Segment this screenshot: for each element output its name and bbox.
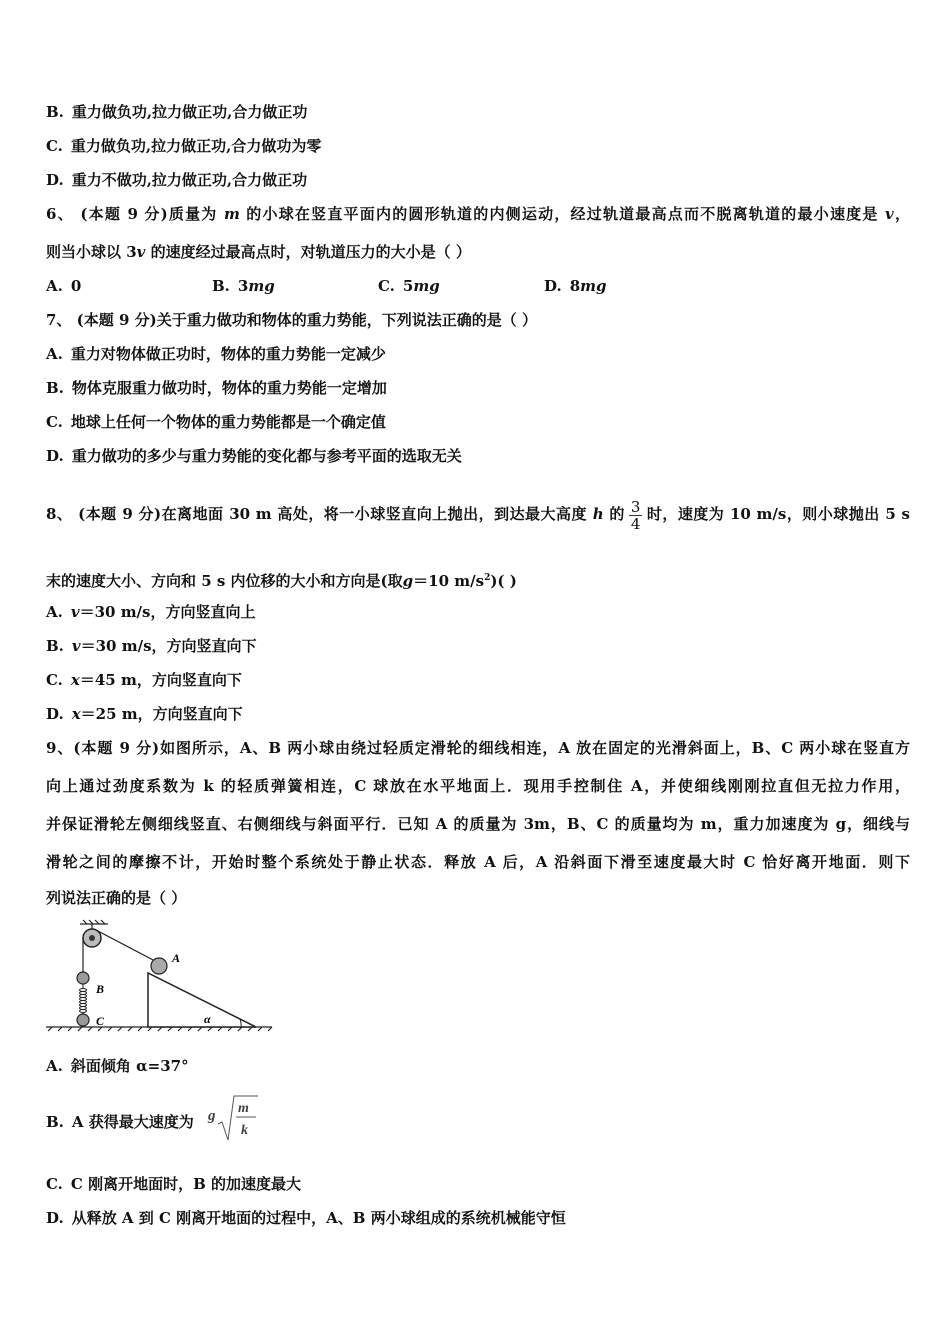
q9-option-d: D. 从释放 A 到 C 刚离开地面的过程中，A、B 两小球组成的系统机械能守恒 — [46, 1209, 566, 1227]
q9-option-c: C. C 刚离开地面时，B 的加速度最大 — [46, 1175, 301, 1193]
q9-stem-line3: 并保证滑轮左侧细线竖直、右侧细线与斜面平行．已知 A 的质量为 3m，B、C 的质量均为 m，重力加速度为 g，细线与 — [46, 815, 910, 833]
q7-option-b: B. 物体克服重力做功时，物体的重力势能一定增加 — [46, 379, 387, 397]
svg-text:m: m — [238, 1101, 249, 1116]
label-alpha: α — [204, 1012, 211, 1026]
q9-stem-line4: 滑轮之间的摩擦不计，开始时整个系统处于静止状态．释放 A 后，A 沿斜面下滑至速度最大时 C 恰好离开地面．则下 — [46, 853, 910, 871]
q6-option-a: A. 0 — [46, 277, 82, 295]
q6-options — [46, 276, 910, 296]
ball-b — [77, 972, 89, 984]
label-c: C — [96, 1014, 105, 1028]
q9-option-b: B. A 获得最大速度为 g m k — [46, 1090, 910, 1148]
q8-option-b: B. v＝30 m/s，方向竖直向下 — [46, 637, 257, 655]
q6-stem-line2: 则当小球以 3v 的速度经过最高点时，对轨道压力的大小是（ ） — [46, 243, 471, 261]
sqrt-expression — [206, 1090, 262, 1144]
ball-a — [151, 958, 167, 974]
q9-option-a: A. 斜面倾角 α=37° — [46, 1057, 189, 1075]
q6-stem-line1: 6、 (本题 9 分)质量为 m 的小球在竖直平面内的圆形轨道的内侧运动，经过轨道最高点而不脱离轨道的最小速度是 v， — [46, 205, 910, 223]
q9-stem-line1: 9、(本题 9 分)如图所示，A、B 两小球由绕过轻质定滑轮的细线相连，A 放在固定的光滑斜面上，B、C 两小球在竖直方 — [46, 739, 911, 757]
q7-option-d: D. 重力做功的多少与重力势能的变化都与参考平面的选取无关 — [46, 447, 462, 465]
q6-option-b: B. 3mg — [212, 277, 275, 295]
q8-option-c: C. x＝45 m，方向竖直向下 — [46, 671, 242, 689]
q9-stem-line5: 列说法正确的是（ ） — [46, 889, 187, 907]
incline — [148, 973, 256, 1027]
q6-option-c: C. 5mg — [378, 277, 440, 295]
q5-option-d: D. 重力不做功,拉力做正功,合力做正功 — [46, 171, 308, 189]
q8-stem-line1: 8、 (本题 9 分)在离地面 30 m 高处，将一小球竖直向上抛出，到达最大高度 h 的 $\frac{3}{4}$ 时，速度为 10 m/s，则小球抛出 5 s — [46, 497, 910, 533]
q8-option-a: A. v＝30 m/s，方向竖直向上 — [46, 603, 256, 621]
svg-text:g: g — [208, 1108, 216, 1124]
q8-fraction: $\frac{3}{4}$ — [630, 497, 641, 533]
label-a: A — [172, 951, 181, 965]
q9-figure — [44, 918, 276, 1040]
q5-option-b: B. 重力做负功,拉力做正功,合力做正功 — [46, 103, 308, 121]
q7-option-c: C. 地球上任何一个物体的重力势能都是一个确定值 — [46, 413, 386, 431]
q6-option-d: D. 8mg — [544, 277, 607, 295]
q7-option-a: A. 重力对物体做正功时，物体的重力势能一定减少 — [46, 345, 386, 363]
svg-text:k: k — [241, 1123, 248, 1138]
string-right — [96, 930, 157, 962]
ball-c — [77, 1014, 89, 1026]
q7-stem: 7、 (本题 9 分)关于重力做功和物体的重力势能，下列说法正确的是（ ） — [46, 311, 537, 329]
q8-stem-line2: 末的速度大小、方向和 5 s 内位移的大小和方向是(取g＝10 $m/s^2$)( ) — [46, 572, 517, 590]
q5-option-c: C. 重力做负功,拉力做正功,合力做功为零 — [46, 137, 322, 155]
q9-stem-line2: 向上通过劲度系数为 k 的轻质弹簧相连，C 球放在水平地面上．现用手控制住 A，并使细线刚刚拉直但无拉力作用， — [46, 777, 910, 795]
spring — [80, 984, 87, 1015]
label-b: B — [96, 982, 105, 996]
q8-option-d: D. x＝25 m，方向竖直向下 — [46, 705, 243, 723]
